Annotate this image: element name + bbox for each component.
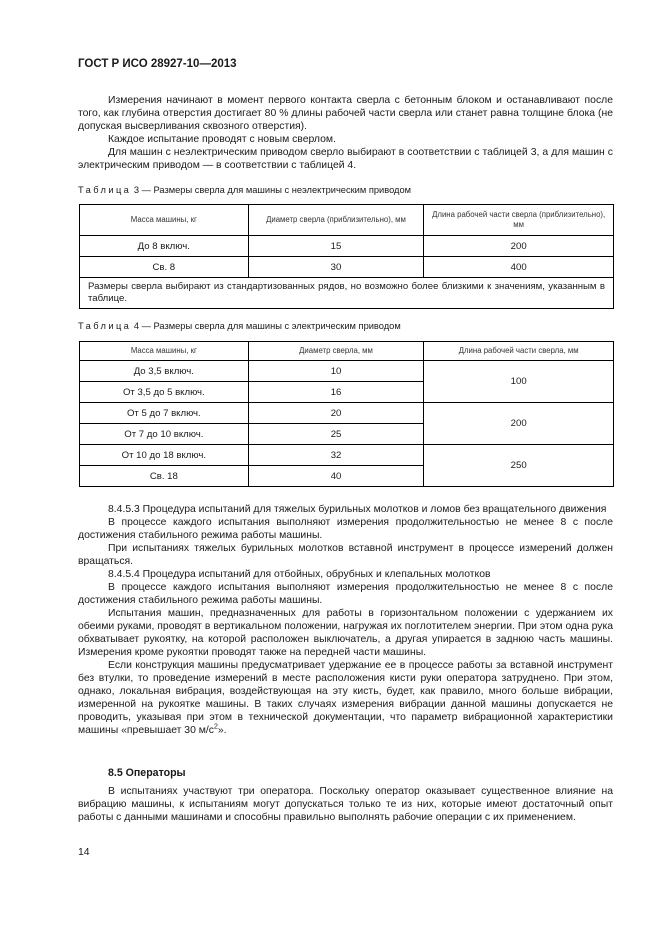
table-row	[80, 445, 614, 466]
table4-header-mass: Масса машины, кг	[80, 342, 249, 361]
table4-cell: От 10 до 18 включ.	[80, 445, 249, 466]
table-row	[80, 257, 614, 278]
table4-cell: От 7 до 10 включ.	[80, 424, 249, 445]
table3-caption	[78, 185, 411, 195]
paragraph-text: Если конструкция машины предусматривает удержание ее в процессе работы за вставной инструмент без втулки, то проведение измерений в месте расположения кисти руки оператора затруднено. При этом, однако, локальная вибрация, воздействующая на эту кисть, будет, как правило, много больше вибрации, измеренной на рукоятке машины. В таких случаях измерения вибрации данной машины допускается не проводить, указывая при этом в технической документации, что параметр вибрационной характеристики машины «превышает 30 м/с	[78, 660, 613, 736]
table4-length-cell: 250	[424, 445, 614, 487]
table3-note-row	[80, 278, 614, 309]
table4-cell: Св. 18	[80, 466, 249, 487]
table3-header-diameter: Диаметр сверла (приблизительно), мм	[248, 205, 424, 236]
table3-cell: 15	[248, 236, 424, 257]
table4-header-diameter: Диаметр сверла, мм	[248, 342, 424, 361]
intro-paragraph-3: Для машин с неэлектрическим приводом сверло выбирают в соответствии с таблицей 3, а для машин с электрическим приводом — в соответствии с таблицей 4.	[78, 147, 613, 171]
table3-cell: 200	[424, 236, 614, 257]
table3-header-mass: Масса машины, кг	[80, 205, 249, 236]
table4-cell: 25	[248, 424, 424, 445]
section-8-4-5-4-paragraph-2: Испытания машин, предназначенных для работы в горизонтальном положении с удержанием их обеими руками, проводят в вертикальном положении, нагружая их поглотителем энергии. При этом одна рука обхватывает рукоятку, на которой расположен выключатель, а другая упирается в заднюю часть машины. Измерения кроме рукоятки проводят также на передней части машины.	[78, 608, 613, 658]
table-4	[79, 341, 614, 487]
table4-header-row	[80, 342, 614, 361]
page-number: 14	[78, 847, 90, 858]
section-8-4-5-3-paragraph-2: При испытаниях тяжелых бурильных молотков вставной инструмент в процессе измерений должен вращаться.	[78, 543, 613, 567]
section-8-4-5-4-title: 8.4.5.4 Процедура испытаний для отбойных, обрубных и клепальных молотков	[108, 569, 491, 580]
table4-cell: 10	[248, 361, 424, 382]
table3-cell: 400	[424, 257, 614, 278]
sections-8-4-5	[78, 503, 613, 737]
section-8-5-text	[78, 785, 613, 824]
table4-cell: 40	[248, 466, 424, 487]
section-8-5-title: 8.5 Операторы	[108, 767, 186, 779]
table4-cell: 16	[248, 382, 424, 403]
table4-caption-text: 4 — Размеры сверла для машины с электрическим приводом	[133, 321, 401, 331]
table4-cell: От 5 до 7 включ.	[80, 403, 249, 424]
table3-header-length: Длина рабочей части сверла (приблизительно), мм	[424, 205, 614, 236]
table4-length-cell: 100	[424, 361, 614, 403]
table4-cell: От 3,5 до 5 включ.	[80, 382, 249, 403]
superscript: 2	[213, 723, 218, 731]
table4-cell: До 3,5 включ.	[80, 361, 249, 382]
section-8-4-5-4-paragraph-3	[78, 659, 613, 737]
intro-paragraph-1: Измерения начинают в момент первого контакта сверла с бетонным блоком и останавливают после того, как глубина отверстия достигает 80 % длины рабочей части сверла или станет равна толщине блока (не допуская высверливания сквозного отверстия).	[78, 95, 613, 132]
table3-cell: Св. 8	[80, 257, 249, 278]
table3-cell: До 8 включ.	[80, 236, 249, 257]
table3-header-row	[80, 205, 614, 236]
paragraph-end: ».	[217, 725, 227, 736]
table-3	[79, 204, 614, 309]
table4-length-cell: 200	[424, 403, 614, 445]
section-8-4-5-3-title: 8.4.5.3 Процедура испытаний для тяжелых бурильных молотков и ломов без вращательного движения	[108, 504, 607, 515]
table4-cell: 32	[248, 445, 424, 466]
table3-caption-text: 3 — Размеры сверла для машины с неэлектрическим приводом	[133, 185, 412, 195]
section-8-5-paragraph-1: В испытаниях участвуют три оператора. Поскольку оператор оказывает существенное влияние на вибрацию машины, к испытаниям могут допускаться только те из них, которые имеют достаточный опыт работы с данными машинами и способны правильно выполнять рабочие операции с их применением.	[78, 786, 613, 823]
table3-caption-label: Таблица	[78, 185, 132, 195]
document-header: ГОСТ Р ИСО 28927-10—2013	[78, 58, 237, 70]
intro-text	[78, 94, 613, 172]
table4-caption	[78, 321, 401, 331]
table4-header-length: Длина рабочей части сверла, мм	[424, 342, 614, 361]
table3-note: Размеры сверла выбирают из стандартизованных рядов, но возможно более близкими к значениям, указанным в таблице.	[80, 278, 614, 309]
table-row	[80, 403, 614, 424]
table4-cell: 20	[248, 403, 424, 424]
table-row	[80, 236, 614, 257]
table3-cell: 30	[248, 257, 424, 278]
intro-paragraph-2: Каждое испытание проводят с новым сверлом.	[108, 134, 336, 145]
section-8-4-5-4-paragraph-1: В процессе каждого испытания выполняют измерения продолжительностью не менее 8 с после достижения стабильного режима работы машины.	[78, 582, 613, 606]
table-row	[80, 361, 614, 382]
section-8-4-5-3-paragraph-1: В процессе каждого испытания выполняют измерения продолжительностью не менее 8 с после достижения стабильного режима работы машины.	[78, 517, 613, 541]
table4-caption-label: Таблица	[78, 321, 132, 331]
